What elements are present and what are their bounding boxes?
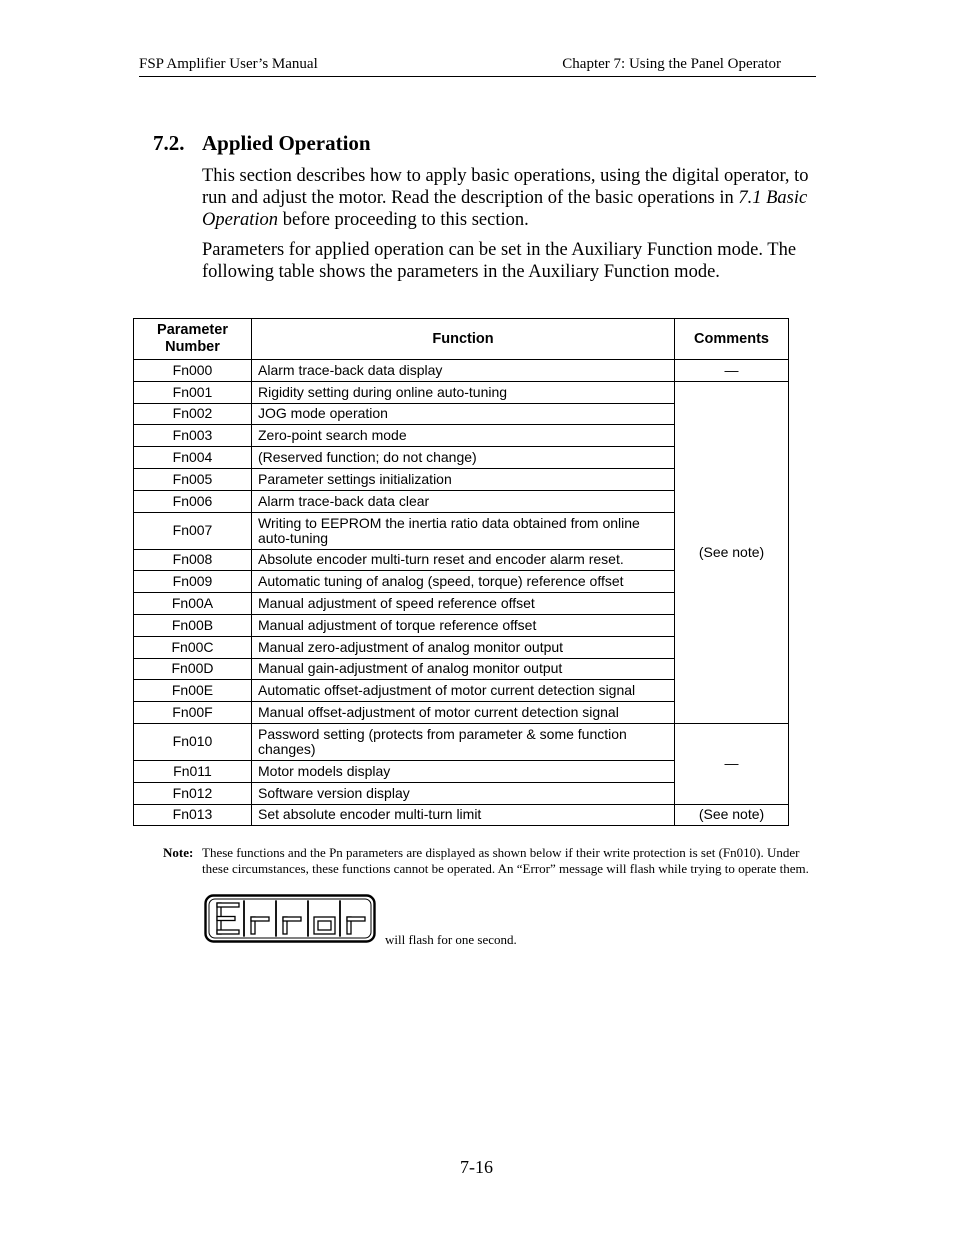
param-number: Fn000 [134,360,252,382]
param-number: Fn00F [134,702,252,724]
param-number: Fn010 [134,723,252,760]
param-number: Fn011 [134,760,252,782]
param-function: Writing to EEPROM the inertia ratio data obtained from online auto-tuning [252,512,675,549]
param-number: Fn00D [134,658,252,680]
table-row [134,804,789,826]
param-function: Password setting (protects from parameter & some function changes) [252,723,675,760]
param-function: Manual offset-adjustment of motor current detection signal [252,702,675,724]
param-number: Fn007 [134,512,252,549]
param-function: Manual gain-adjustment of analog monitor output [252,658,675,680]
param-number: Fn003 [134,425,252,447]
section-title: Applied Operation [202,131,371,155]
param-function: Rigidity setting during online auto-tuning [252,381,675,403]
table-row [134,381,789,403]
aux-function-table [133,318,789,826]
param-number: Fn001 [134,381,252,403]
param-function: Zero-point search mode [252,425,675,447]
param-function: Software version display [252,782,675,804]
intro-text-end: before proceeding to this section. [278,210,529,230]
header-chapter-title: Chapter 7: Using the Panel Operator [562,56,781,72]
error-glyph-r3 [347,917,365,934]
param-function: Set absolute encoder multi-turn limit [252,804,675,826]
intro-paragraph [202,165,812,231]
param-comment: — [675,360,789,382]
note-text: These functions and the Pn parameters are displayed as shown below if their write protection is set (Fn010). Under these circumstances, these functions cannot be operated. An “Error” message will flash while trying to operate them. [202,845,809,876]
header-parameter-number: Parameter Number [134,319,252,360]
param-number: Fn00C [134,636,252,658]
param-comment: (See note) [675,381,789,723]
param-function: Motor models display [252,760,675,782]
param-comment: (See note) [675,804,789,826]
error-glyph-E [217,903,239,934]
error-seven-segment-display [204,894,376,944]
param-function: Automatic offset-adjustment of motor current detection signal [252,680,675,702]
param-function: Alarm trace-back data clear [252,490,675,512]
params-paragraph: Parameters for applied operation can be set in the Auxiliary Function mode. The following table shows the parameters in the Auxiliary Function mode. [202,240,797,282]
param-function: (Reserved function; do not change) [252,447,675,469]
error-glyph-o [314,917,335,934]
param-number: Fn00B [134,614,252,636]
error-glyph-r2 [283,917,301,934]
error-flash-caption: will flash for one second. [385,932,517,947]
param-function: Manual adjustment of torque reference offset [252,614,675,636]
param-number: Fn005 [134,468,252,490]
section-number: 7.2. [153,131,185,155]
table-header-row [134,319,789,360]
param-function: Automatic tuning of analog (speed, torque) reference offset [252,571,675,593]
section-heading [153,131,371,156]
param-number: Fn004 [134,447,252,469]
intro-text-start: This section describes how to apply basic operations, using the digital operator, to run and adjust the motor. Read the description of the basic operations in [202,166,809,208]
param-number: Fn008 [134,549,252,571]
param-number: Fn00A [134,593,252,615]
param-function: Absolute encoder multi-turn reset and encoder alarm reset. [252,549,675,571]
page-header [139,56,816,77]
table-row [134,360,789,382]
table-row [134,723,789,760]
note-label: Note: [163,845,194,860]
intro-reference: 7.1 Basic Operation [202,188,808,230]
param-function: Manual zero-adjustment of analog monitor output [252,636,675,658]
param-number: Fn002 [134,403,252,425]
param-number: Fn00E [134,680,252,702]
param-function: Manual adjustment of speed reference offset [252,593,675,615]
param-function: Parameter settings initialization [252,468,675,490]
header-comments: Comments [675,319,789,360]
page-number: 7-16 [460,1157,493,1177]
param-comment: — [675,723,789,804]
param-number: Fn009 [134,571,252,593]
error-glyph-r1 [251,917,269,934]
param-number: Fn012 [134,782,252,804]
param-function: JOG mode operation [252,403,675,425]
param-number: Fn006 [134,490,252,512]
param-number: Fn013 [134,804,252,826]
header-manual-title: FSP Amplifier User’s Manual [139,56,318,72]
param-function: Alarm trace-back data display [252,360,675,382]
header-function: Function [252,319,675,360]
